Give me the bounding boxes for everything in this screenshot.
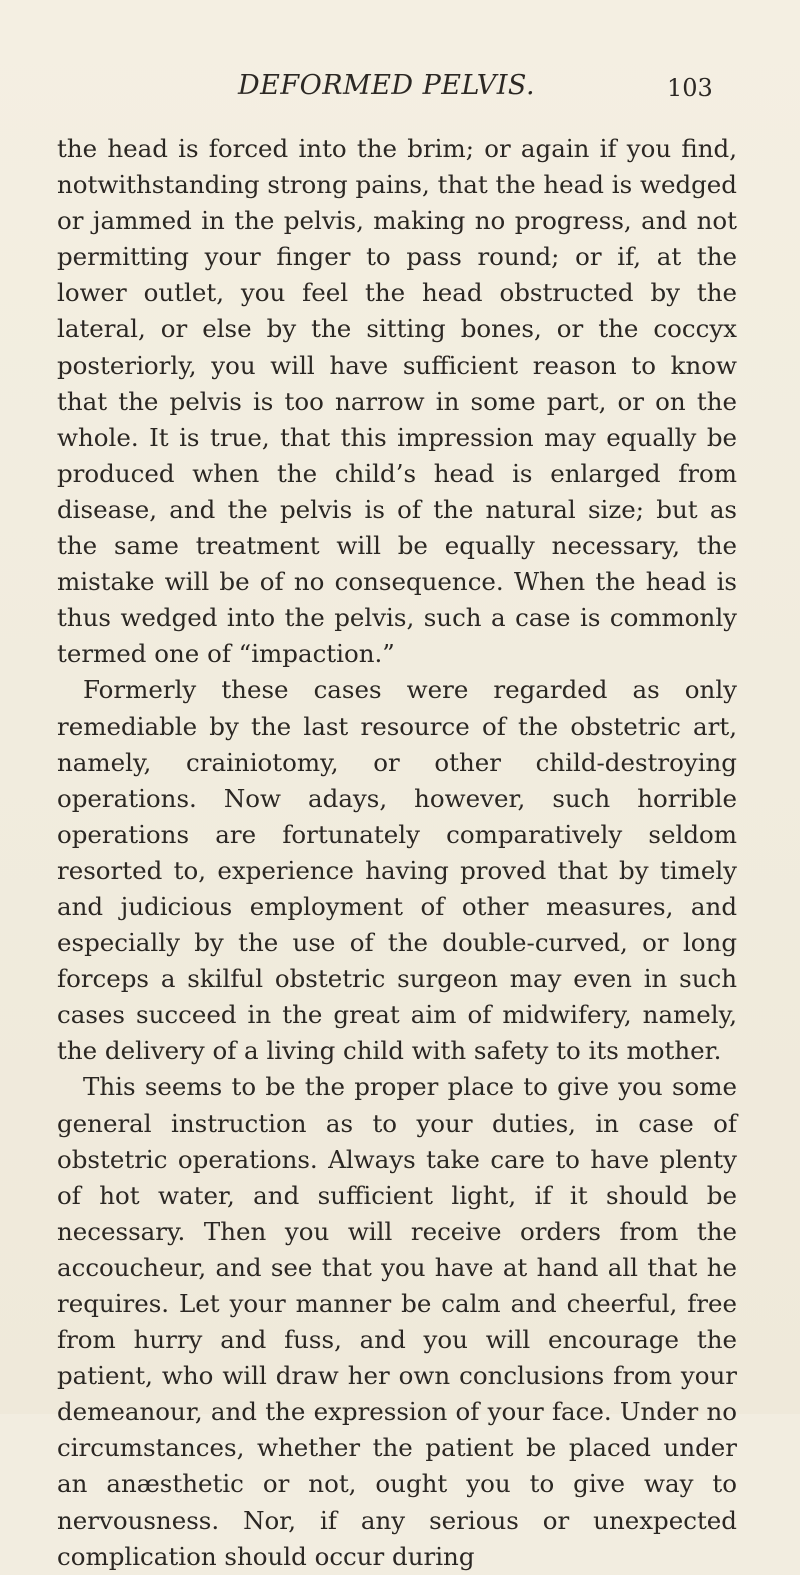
body-text xyxy=(57,131,737,1575)
running-head xyxy=(0,70,800,110)
running-title: DEFORMED PELVIS. xyxy=(238,70,536,101)
page-number: 103 xyxy=(667,74,713,102)
paragraph-impaction: the head is forced into the brim; or again if you find, notwithstanding strong pains, that the head is wedged or jammed in the pelvis, making no progress, and not permitting your finger to pass round; or if, at the lower outlet, you feel the head obstructed by the lateral, or else by the sitting bones, or the coccyx posteriorly, you will have sufficient reason to know that the pelvis is too narrow in some part, or on the whole. It is true, that this impression may equally be produced when the child’s head is enlarged from disease, and the pelvis is of the natural size; but as the same treatment will be equally necessary, the mistake will be of no consequence. When the head is thus wedged into the pelvis, such a case is commonly termed one of “impaction.” xyxy=(57,134,737,669)
paragraph-instructions: This seems to be the proper place to give you some general instruction as to your duties, in case of obstetric operations. Always take care to have plenty of hot water, and sufficient light, if it should be necessary. Then you will receive orders from the accoucheur, and see that you have at hand all that he requires. Let your manner be calm and cheerful, free from hurry and fuss, and you will encourage the patient, who will draw her own conclusions from your demeanour, and the expression of your face. Under no circumstances, whether the patient be placed under an anæsthetic or not, ought you to give way to nervousness. Nor, if any serious or unexpected complication should occur during xyxy=(57,1072,737,1571)
paragraph-formerly: Formerly these cases were regarded as only remediable by the last resource of the obstetric art, namely, crainiotomy, or other child-destroying operations. Now adays, however, such horrible operations are fortunately comparatively seldom resorted to, experience having proved that by timely and judicious employment of other measures, and especially by the use of the double-curved, or long forceps a skilful obstetric surgeon may even in such cases succeed in the great aim of midwifery, namely, the delivery of a living child with safety to its mother. xyxy=(57,675,737,1066)
